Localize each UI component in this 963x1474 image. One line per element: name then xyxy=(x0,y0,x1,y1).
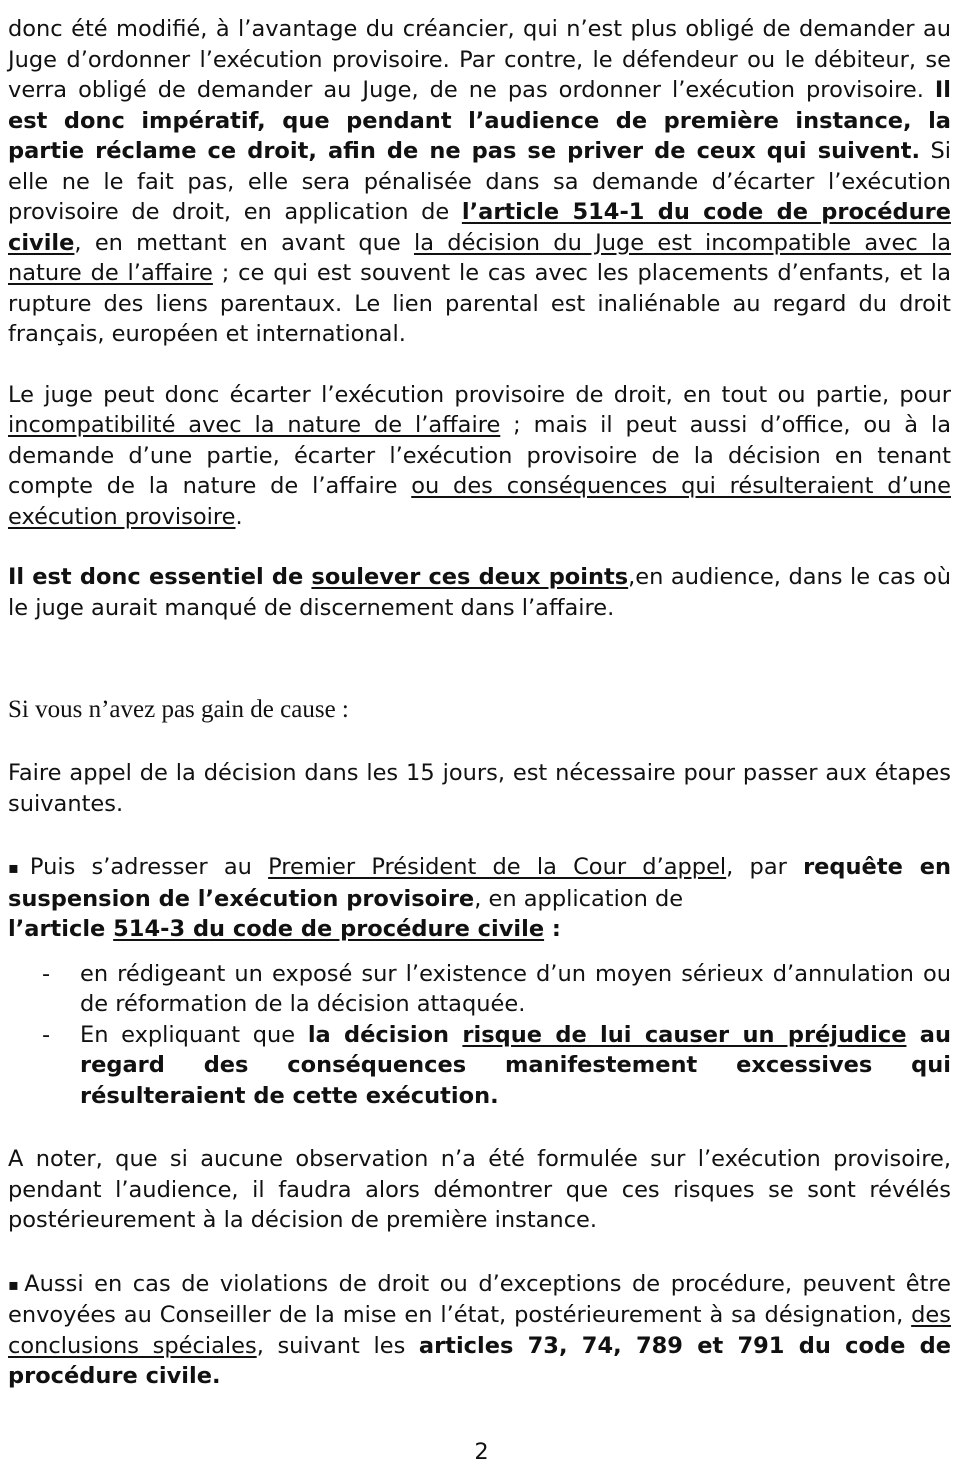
dash-marker: - xyxy=(42,1021,51,1048)
dash-marker: - xyxy=(42,960,51,987)
underlined-incompatible: la décision du Juge est incompatible avec la nature de l’affaire xyxy=(8,229,952,286)
paragraph-essentiel: Il est donc essentiel de soulever ces deux points,en audience, dans le cas où le juge aurait manqué de discernement dans l’affaire. xyxy=(8,564,951,621)
paragraph-faire-appel: Faire appel de la décision dans les 15 jours, est nécessaire pour passer aux étapes suivantes. xyxy=(8,760,951,817)
paragraph-execution-provisoire: donc été modifié, à l’avantage du créancier, qui n’est plus obligé de demander au Juge d’ordonner l’exécution provisoire. Par contre, le défendeur ou le débiteur, se verra obligé de demander au Juge, de ne pas ordonner l’exécution provisoire. Il est donc impératif, que pendant l’audience de première instance, la partie réclame ce droit, afin de ne pas se priver de ceux qui suivent. Si elle ne le fait pas, elle sera pénalisée dans sa demande d’écarter l’exécution provisoire de droit, en application de l’article 514-1 du code de procédure civile, en mettant en avant que la décision du Juge est incompatible avec la nature de l’affaire ; ce qui est souvent le cas avec les placements d’enfants, et la rupture des liens parentaux. Le lien parental est inaliénable au regard du droit français, européen et international. xyxy=(8,16,952,347)
article-514-3-reference: 514-3 du code de procédure civile xyxy=(113,916,545,942)
bullet-square-icon: ▪ xyxy=(8,1274,23,1294)
underlined-conclusions-speciales: des conclusions spéciales xyxy=(8,1302,951,1359)
paragraph-premier-president: ▪Puis s’adresser au Premier Président de la Cour d’appel, par requête en suspension de l’exécution provisoire, en application de l’article 514-3 du code de procédure civile : xyxy=(8,854,952,942)
list-item-prejudice: - En expliquant que la décision risque de lui causer un préjudice au regard des conséquences manifestement excessives qui résulteraient de cette exécution. xyxy=(8,1020,951,1112)
underlined-premier-president: Premier Président de la Cour d’appel xyxy=(268,854,727,880)
article-514-1-reference: l’article 514-1 du code de procédure civile xyxy=(8,199,951,256)
underlined-prejudice: risque de lui causer un préjudice xyxy=(462,1021,907,1048)
paragraph-juge-ecarter: Le juge peut donc écarter l’exécution provisoire de droit, en tout ou partie, pour incompatibilité avec la nature de l’affaire ; mais il peut aussi d’office, ou à la demande d’une partie, écarter l’exécution provisoire de la décision en tenant compte de la nature de l’affaire ou des conséquences qui résulteraient d’une exécution provisoire. xyxy=(8,381,951,530)
articles-reference: articles 73, 74, 789 et 791 du code de procédure civile. xyxy=(8,1332,951,1389)
underlined-consequences: ou des conséquences qui résulteraient d’une exécution provisoire xyxy=(8,473,951,530)
bullet-square-icon: ▪ xyxy=(8,858,28,877)
emphasis-imperatif: Il est donc impératif, que pendant l’audience de première instance, la partie réclame ce droit, afin de ne pas se priver de ceux qui suivent. xyxy=(8,77,951,164)
heading-gain-de-cause: Si vous n’avez pas gain de cause : xyxy=(8,696,349,723)
list-item-expose: - en rédigeant un exposé sur l’existence d’un moyen sérieux d’annulation ou de réformation de la décision attaquée. xyxy=(8,959,951,1020)
underlined-deux-points: soulever ces deux points xyxy=(311,564,629,590)
underlined-incompatibilite: incompatibilité avec la nature de l’affaire xyxy=(8,412,501,438)
paragraph-violations: ▪Aussi en cas de violations de droit ou d’exceptions de procédure, peuvent être envoyées au Conseiller de la mise en l’état, postérieurement à sa désignation, des conclusions spéciales, suivant les articles 73, 74, 789 et 791 du code de procédure civile. xyxy=(8,1270,952,1389)
page-number: 2 xyxy=(474,1439,489,1465)
paragraph-a-noter: A noter, que si aucune observation n’a été formulée sur l’exécution provisoire, pendant l’audience, il faudra alors démontrer que ces risques se sont révélés postérieurement à la décision de première instance. xyxy=(8,1146,951,1233)
